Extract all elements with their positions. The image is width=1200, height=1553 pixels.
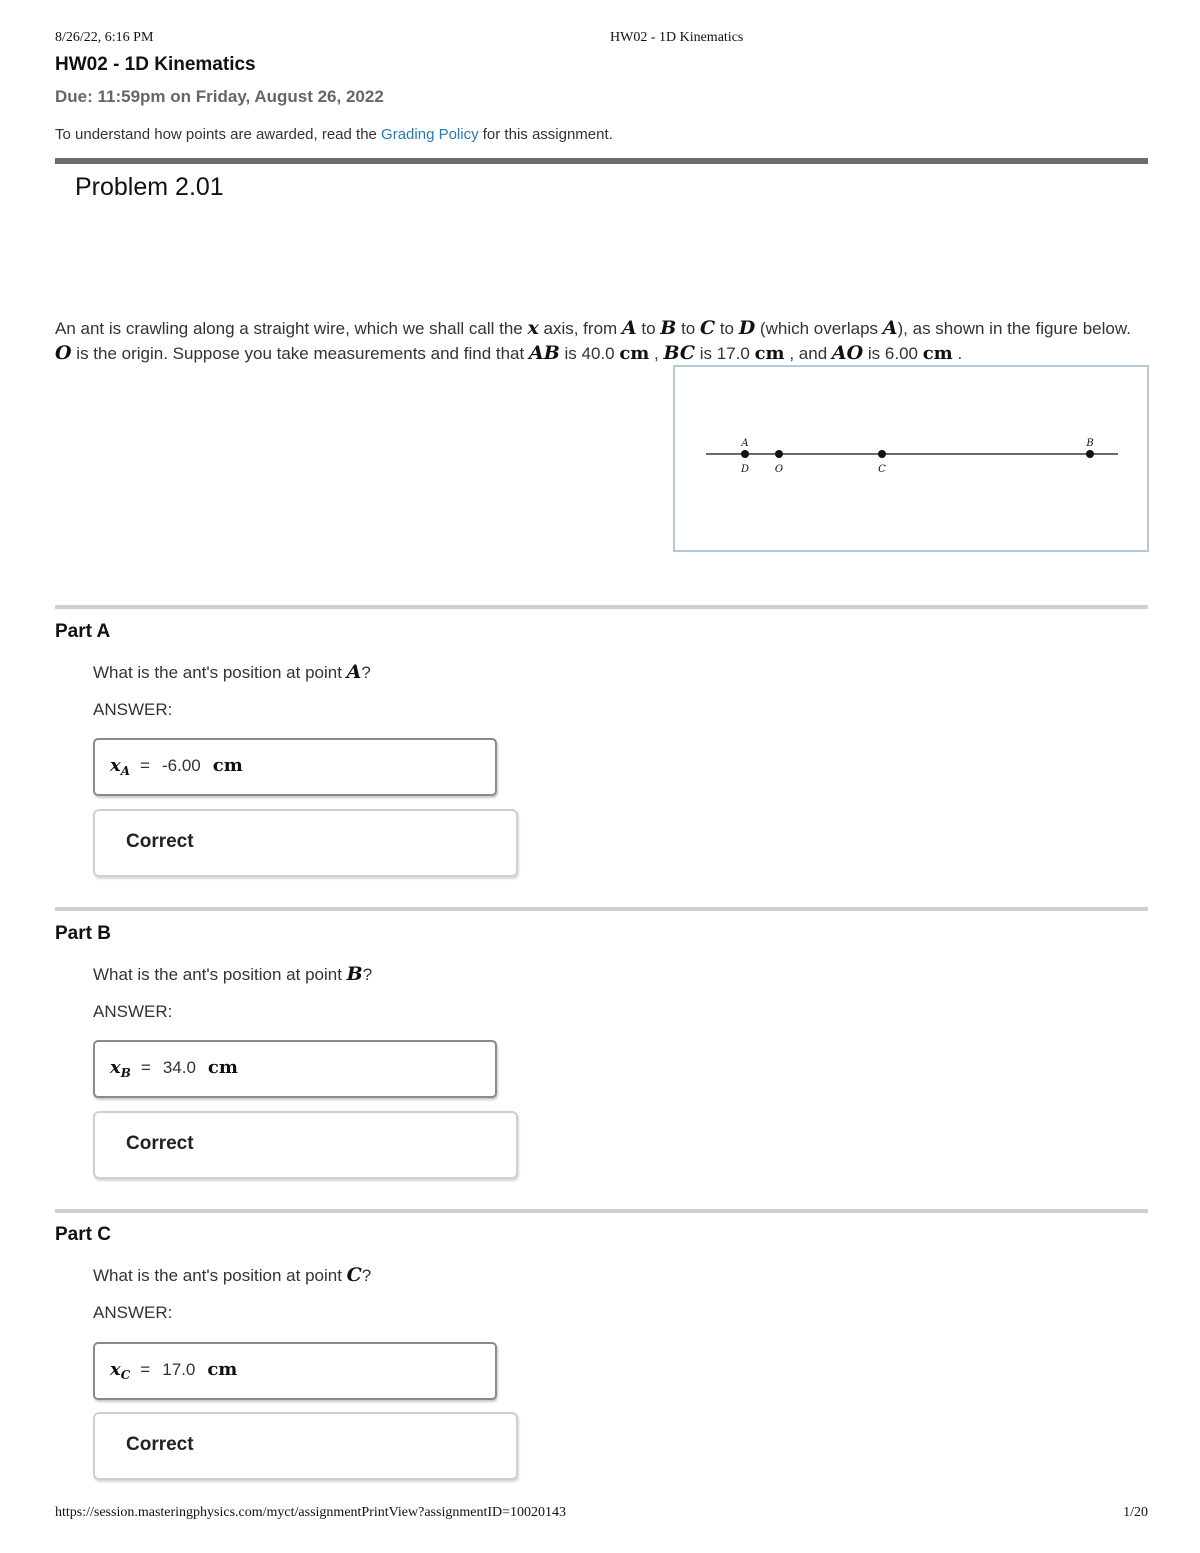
part-b-title: Part B bbox=[55, 923, 111, 944]
grading-text-post: for this assignment. bbox=[478, 126, 613, 143]
answer-subscript: C bbox=[120, 1368, 131, 1382]
statement-text: (which overlaps bbox=[755, 319, 883, 338]
answer-unit: cm bbox=[212, 755, 243, 776]
feedback-text: Correct bbox=[126, 831, 194, 852]
statement-text: to bbox=[715, 319, 739, 338]
label-c: C bbox=[878, 464, 886, 475]
answer-unit: cm bbox=[207, 1359, 238, 1380]
statement-text: is 40.0 bbox=[559, 344, 620, 363]
answer-unit: cm bbox=[207, 1057, 238, 1078]
part-c-answer-box[interactable] bbox=[93, 1342, 497, 1400]
point-b-dot bbox=[1086, 450, 1094, 458]
statement-text: to bbox=[676, 319, 700, 338]
statement-text: is 6.00 bbox=[863, 344, 923, 363]
answer-symbol: x bbox=[110, 1359, 121, 1380]
statement-text: is the origin. Suppose you take measurements and find that bbox=[71, 344, 529, 363]
math-var-a: A bbox=[882, 317, 898, 339]
question-text: What is the ant's position at point bbox=[93, 965, 347, 984]
print-doc-title: HW02 - 1D Kinematics bbox=[610, 30, 744, 45]
problem-title: Problem 2.01 bbox=[75, 173, 224, 201]
page-number: 1/20 bbox=[1123, 1505, 1148, 1520]
part-a-answer-box[interactable] bbox=[93, 738, 497, 796]
wire-figure bbox=[673, 365, 1149, 552]
question-text: What is the ant's position at point bbox=[93, 1266, 347, 1285]
print-url: https://session.masteringphysics.com/myct/assignmentPrintView?assignmentID=10020143 bbox=[55, 1505, 567, 1520]
math-var-c: C bbox=[346, 1264, 362, 1286]
math-var-bc: BC bbox=[663, 342, 696, 364]
part-divider bbox=[55, 605, 1148, 609]
question-text: ? bbox=[362, 965, 373, 984]
answer-symbol: x bbox=[110, 1057, 121, 1078]
point-a-d-dot bbox=[741, 450, 749, 458]
part-a-answer-label: ANSWER: bbox=[93, 700, 173, 719]
feedback-text: Correct bbox=[126, 1434, 194, 1455]
answer-equals: = bbox=[140, 1058, 151, 1077]
part-c-answer-label: ANSWER: bbox=[93, 1303, 173, 1322]
part-b-answer-content bbox=[110, 1057, 238, 1078]
statement-text: . bbox=[952, 344, 963, 363]
part-c-question bbox=[93, 1264, 371, 1286]
answer-symbol: x bbox=[110, 755, 121, 776]
question-text: ? bbox=[361, 663, 371, 682]
math-var-c: C bbox=[699, 317, 716, 339]
math-var-d: D bbox=[738, 317, 756, 339]
math-var-b: B bbox=[660, 317, 677, 339]
part-c-answer-content bbox=[110, 1359, 237, 1380]
math-var-o: O bbox=[55, 342, 72, 364]
question-text: ? bbox=[361, 1266, 372, 1285]
due-date: Due: 11:59pm on Friday, August 26, 2022 bbox=[55, 87, 384, 106]
statement-text: An ant is crawling along a straight wire, which we shall call the bbox=[55, 319, 528, 338]
part-a-feedback bbox=[93, 809, 518, 877]
math-var-b: B bbox=[346, 963, 363, 985]
part-c-feedback bbox=[93, 1412, 518, 1480]
part-b-answer-label: ANSWER: bbox=[93, 1002, 173, 1021]
math-var-ao: AO bbox=[831, 342, 864, 364]
part-a-title: Part A bbox=[55, 621, 111, 642]
label-d: D bbox=[740, 464, 750, 475]
header-divider bbox=[55, 158, 1148, 164]
wire-diagram bbox=[675, 367, 1147, 550]
label-o: O bbox=[774, 464, 784, 475]
question-text: What is the ant's position at point bbox=[93, 663, 347, 682]
answer-subscript: B bbox=[120, 1066, 131, 1080]
print-footer bbox=[55, 1505, 1148, 1525]
feedback-text: Correct bbox=[126, 1133, 194, 1154]
statement-text: , bbox=[649, 344, 664, 363]
answer-equals: = bbox=[140, 1360, 151, 1379]
part-b-answer-box[interactable] bbox=[93, 1040, 497, 1098]
math-unit-cm: cm bbox=[754, 343, 785, 364]
point-o-dot bbox=[775, 450, 783, 458]
print-datetime: 8/26/22, 6:16 PM bbox=[55, 30, 154, 45]
math-unit-cm: cm bbox=[922, 343, 953, 364]
grading-note bbox=[55, 126, 613, 143]
statement-text: axis, from bbox=[538, 319, 622, 338]
assignment-title: HW02 - 1D Kinematics bbox=[55, 54, 256, 75]
label-a: A bbox=[741, 438, 749, 449]
part-a-question bbox=[93, 661, 371, 683]
statement-text: is 17.0 bbox=[695, 344, 755, 363]
point-c-dot bbox=[878, 450, 886, 458]
part-b-question bbox=[93, 963, 372, 985]
math-var-a: A bbox=[346, 661, 362, 683]
statement-text: ), as shown in the figure below. bbox=[897, 319, 1131, 338]
part-b-feedback bbox=[93, 1111, 518, 1179]
statement-text: , and bbox=[784, 344, 832, 363]
part-divider bbox=[55, 1209, 1148, 1213]
statement-text: to bbox=[636, 319, 661, 338]
problem-statement bbox=[55, 316, 1148, 366]
answer-subscript: A bbox=[120, 764, 131, 778]
answer-equals: = bbox=[140, 756, 150, 775]
part-c-title: Part C bbox=[55, 1224, 111, 1245]
math-var-a: A bbox=[621, 317, 637, 339]
part-a-answer-value: -6.00 bbox=[161, 756, 201, 775]
print-header bbox=[55, 30, 1148, 50]
math-var-ab: AB bbox=[528, 342, 560, 364]
label-b: B bbox=[1086, 438, 1094, 449]
grading-text-pre: To understand how points are awarded, read the bbox=[55, 126, 382, 143]
part-divider bbox=[55, 907, 1148, 911]
math-var-x: x bbox=[527, 317, 539, 339]
grading-policy-link[interactable]: Grading Policy bbox=[381, 126, 479, 143]
part-c-answer-value: 17.0 bbox=[162, 1360, 196, 1379]
part-b-answer-value: 34.0 bbox=[162, 1058, 196, 1077]
part-a-answer-content bbox=[110, 755, 243, 776]
math-unit-cm: cm bbox=[619, 343, 650, 364]
